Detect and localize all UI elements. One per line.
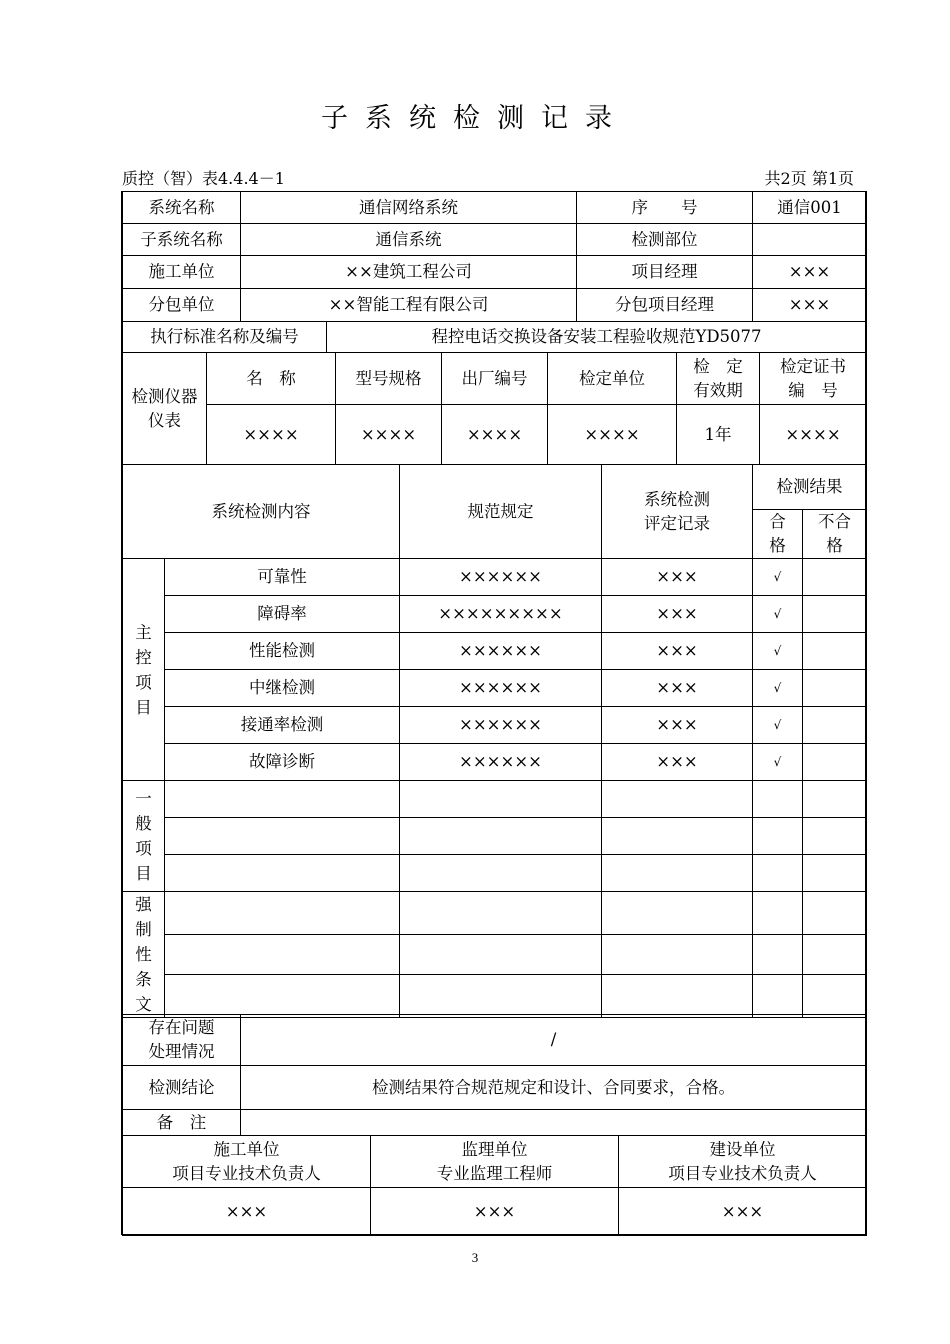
instrument-unit: ×××× xyxy=(548,405,677,465)
table-row xyxy=(123,855,867,892)
instrument-col-cert-line1: 检定证书 xyxy=(780,356,846,376)
item-content: 可靠性 xyxy=(165,559,400,596)
col-fail-line2: 格 xyxy=(826,536,843,555)
instrument-col-cert xyxy=(760,353,867,405)
subsystem-label: 子系统名称 xyxy=(123,224,241,256)
form-code: 质控（智）表4.4.4－1 xyxy=(122,169,285,188)
item-content: 中继检测 xyxy=(165,670,400,707)
table-row xyxy=(123,596,867,633)
instrument-col-serial: 出厂编号 xyxy=(442,353,548,405)
instrument-col-valid-line2: 有效期 xyxy=(693,380,743,400)
instrument-valid: 1年 xyxy=(677,405,760,465)
item-spec: ×××××× xyxy=(400,559,602,596)
test-part-label: 检测部位 xyxy=(577,224,753,256)
item-content: 故障诊断 xyxy=(165,744,400,781)
table-row xyxy=(123,633,867,670)
system-name: 通信网络系统 xyxy=(241,192,577,224)
item-record: ××× xyxy=(602,670,753,707)
conclusion-value: 检测结果符合规范规定和设计、合同要求，合格。 xyxy=(241,1066,867,1110)
col-record-header-line1: 系统检测 xyxy=(644,489,710,509)
item-spec: ×××××× xyxy=(400,707,602,744)
conclusion-label: 检测结论 xyxy=(123,1066,241,1110)
construction-value: ××建筑工程公司 xyxy=(241,256,577,289)
page-title: 子系统检测记录 xyxy=(321,103,629,134)
item-pass: √ xyxy=(753,559,803,596)
page-number: 3 xyxy=(471,1250,479,1265)
item-fail xyxy=(803,596,867,633)
signature-org: 施工单位 xyxy=(213,1139,280,1159)
signature-role: 项目专业技术负责人 xyxy=(668,1163,817,1183)
instrument-col-valid xyxy=(677,353,760,405)
general-items-label-text: 一般项目 xyxy=(135,789,152,883)
item-fail xyxy=(803,633,867,670)
item-fail xyxy=(803,744,867,781)
header-table xyxy=(122,191,867,353)
table-row xyxy=(123,670,867,707)
item-record: ××× xyxy=(602,633,753,670)
item-pass: √ xyxy=(753,633,803,670)
table-row xyxy=(123,559,867,596)
signature-header xyxy=(619,1136,867,1188)
signature-table xyxy=(122,1135,867,1236)
table-row xyxy=(123,744,867,781)
col-pass-header xyxy=(753,510,803,559)
main-items-label xyxy=(123,559,165,781)
issues-label xyxy=(123,1015,241,1066)
main-items-label-text: 主控项目 xyxy=(135,622,152,717)
mandatory-items-label xyxy=(123,892,165,1018)
construction-label: 施工单位 xyxy=(123,256,241,289)
sub-pm-label: 分包项目经理 xyxy=(577,289,753,322)
signature-role: 项目专业技术负责人 xyxy=(172,1163,321,1183)
instrument-col-cert-line2: 编 号 xyxy=(788,380,838,400)
col-result-header: 检测结果 xyxy=(753,465,867,510)
table-row xyxy=(123,818,867,855)
remark-label: 备 注 xyxy=(123,1110,241,1136)
item-fail xyxy=(803,670,867,707)
item-spec: ×××××× xyxy=(400,633,602,670)
subsystem-value: 通信系统 xyxy=(241,224,577,256)
col-record-header-line2: 评定记录 xyxy=(644,513,710,533)
instrument-label: 检测仪器仪表 xyxy=(123,353,207,465)
item-record: ××× xyxy=(602,596,753,633)
item-pass: √ xyxy=(753,744,803,781)
standard-label: 执行标准名称及编号 xyxy=(123,322,327,353)
remark-value xyxy=(241,1110,867,1136)
item-pass: √ xyxy=(753,596,803,633)
test-part-value xyxy=(753,224,867,256)
inspection-table xyxy=(122,464,867,1018)
instrument-col-unit: 检定单位 xyxy=(548,353,677,405)
col-record-header xyxy=(602,465,753,559)
pm-value: ××× xyxy=(753,256,867,289)
item-record: ××× xyxy=(602,707,753,744)
table-row xyxy=(123,975,867,1018)
table-row xyxy=(123,781,867,818)
table-row xyxy=(123,892,867,935)
col-pass-line1: 合 xyxy=(769,512,786,531)
col-spec-header: 规范规定 xyxy=(400,465,602,559)
item-record: ××× xyxy=(602,744,753,781)
instrument-table xyxy=(122,352,867,465)
item-fail xyxy=(803,559,867,596)
col-content-header: 系统检测内容 xyxy=(123,465,400,559)
signature-header xyxy=(371,1136,619,1188)
instrument-cert: ×××× xyxy=(760,405,867,465)
item-content: 性能检测 xyxy=(165,633,400,670)
sub-label: 分包单位 xyxy=(123,289,241,322)
instrument-col-model: 型号规格 xyxy=(336,353,442,405)
signature-name: ××× xyxy=(123,1188,371,1236)
signature-name: ××× xyxy=(619,1188,867,1236)
instrument-col-name: 名 称 xyxy=(207,353,336,405)
page-info: 共2页 第1页 xyxy=(764,169,854,188)
serial-value: 通信001 xyxy=(753,192,867,224)
sub-pm-value: ××× xyxy=(753,289,867,322)
mandatory-items-label-text: 强制性条文 xyxy=(135,895,152,1014)
table-row xyxy=(123,934,867,975)
item-content: 障碍率 xyxy=(165,596,400,633)
item-record: ××× xyxy=(602,559,753,596)
item-spec: ×××××× xyxy=(400,670,602,707)
issues-label-line2: 处理情况 xyxy=(148,1042,215,1061)
item-fail xyxy=(803,707,867,744)
item-pass: √ xyxy=(753,670,803,707)
col-pass-line2: 格 xyxy=(769,536,786,555)
instrument-col-valid-line1: 检 定 xyxy=(693,356,743,376)
instrument-serial: ×××× xyxy=(442,405,548,465)
serial-label: 序 号 xyxy=(577,192,753,224)
item-content: 接通率检测 xyxy=(165,707,400,744)
signature-name: ××× xyxy=(371,1188,619,1236)
pm-label: 项目经理 xyxy=(577,256,753,289)
signature-role: 专业监理工程师 xyxy=(436,1163,553,1183)
signature-header xyxy=(123,1136,371,1188)
table-row xyxy=(123,707,867,744)
col-fail-header xyxy=(803,510,867,559)
instrument-name: ×××× xyxy=(207,405,336,465)
signature-org: 监理单位 xyxy=(461,1139,528,1159)
standard-value: 程控电话交换设备安装工程验收规范YD5077 xyxy=(327,322,867,353)
issues-label-line1: 存在问题 xyxy=(148,1018,215,1037)
instrument-model: ×××× xyxy=(336,405,442,465)
sub-value: ××智能工程有限公司 xyxy=(241,289,577,322)
signature-org: 建设单位 xyxy=(709,1139,776,1159)
item-spec: ×××××× xyxy=(400,744,602,781)
item-pass: √ xyxy=(753,707,803,744)
system-name-label: 系统名称 xyxy=(123,192,241,224)
col-fail-line1: 不合 xyxy=(818,512,851,531)
general-items-label xyxy=(123,781,165,892)
conclusion-table xyxy=(122,1014,867,1136)
issues-value: / xyxy=(241,1015,867,1066)
item-spec: ××××××××× xyxy=(400,596,602,633)
